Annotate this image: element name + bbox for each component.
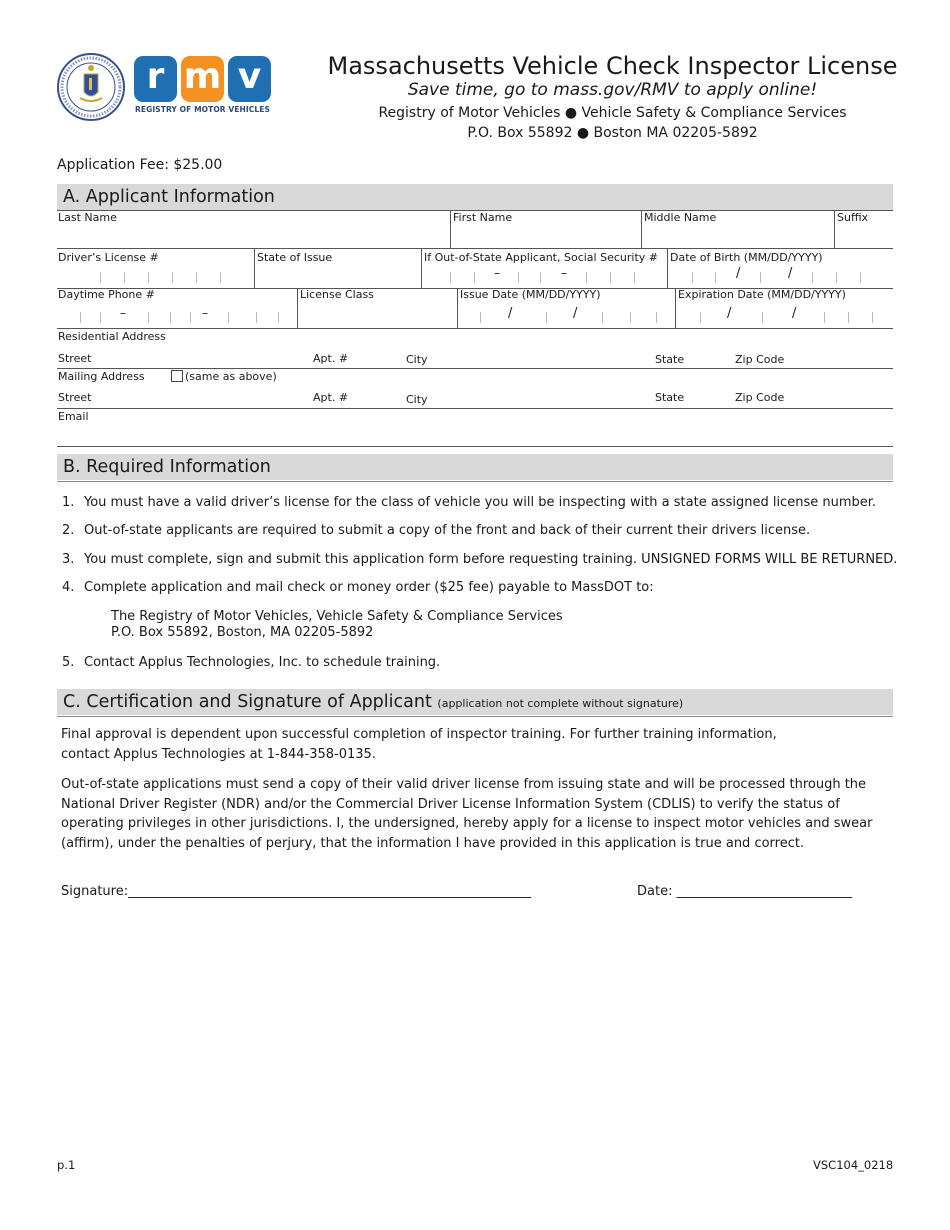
section-c-title: C. Certification and Signature of Applicant bbox=[63, 692, 432, 712]
issue-date-separator: / bbox=[573, 306, 578, 321]
dob-separator: / bbox=[736, 266, 741, 281]
phone-separator: – bbox=[202, 306, 208, 320]
section-a-header: A. Applicant Information bbox=[57, 184, 893, 210]
first-name-label: First Name bbox=[453, 211, 513, 224]
residential-street-label: Street bbox=[58, 352, 92, 365]
requirement-item bbox=[62, 580, 654, 595]
ssn-label: If Out-of-State Applicant, Social Security # bbox=[424, 251, 658, 264]
license-class-label: License Class bbox=[300, 288, 374, 301]
ssn-separator: – bbox=[494, 266, 500, 280]
issue-date-label: Issue Date (MM/DD/YYYY) bbox=[460, 288, 601, 301]
agency-line: Registry of Motor Vehicles ● Vehicle Safety & Compliance Services bbox=[378, 105, 847, 121]
last-name-label: Last Name bbox=[58, 211, 117, 224]
requirement-number: 3. bbox=[62, 552, 75, 567]
residential-city-label: City bbox=[406, 353, 428, 366]
mailing-state-label: State bbox=[655, 391, 685, 404]
residential-zip-label: Zip Code bbox=[735, 353, 785, 366]
drivers-license-label: Driver’s License # bbox=[58, 251, 159, 264]
requirement-text: Complete application and mail check or money order ($25 fee) payable to MassDOT to: bbox=[84, 580, 654, 595]
mailing-zip-label: Zip Code bbox=[735, 391, 785, 404]
residential-address-label: Residential Address bbox=[58, 330, 166, 343]
expiration-date-separator: / bbox=[792, 306, 797, 321]
same-as-above-checkbox[interactable] bbox=[171, 370, 183, 382]
mailing-apt-label: Apt. # bbox=[313, 391, 349, 404]
page-number: p.1 bbox=[57, 1158, 76, 1172]
requirement-number: 1. bbox=[62, 495, 75, 510]
certification-line: Final approval is dependent upon successful completion of inspector training. For further training information, bbox=[61, 727, 777, 742]
section-c-note: (application not complete without signature) bbox=[437, 697, 684, 710]
phone-separator: – bbox=[120, 306, 126, 320]
expiration-date-separator: / bbox=[727, 306, 732, 321]
ssn-separator: – bbox=[561, 266, 567, 280]
requirement-number: 5. bbox=[62, 655, 75, 670]
mailing-city-label: City bbox=[406, 393, 428, 406]
mailing-street-label: Street bbox=[58, 391, 92, 404]
requirement-text: Out-of-state applicants are required to submit a copy of the front and back of their current their drivers license. bbox=[84, 523, 811, 538]
signature-line[interactable]: Signature:______________________________________________________________ bbox=[61, 884, 532, 899]
requirement-item bbox=[62, 655, 440, 670]
certification-paragraph-2: Out-of-state applications must send a copy of their valid driver license from issuing state and will be processed through the National Driver Register (NDR) and/or the Commercial Driver License Information System (CDLIS) to verify the status of operating privileges in other jurisdictions. I, the undersigned, hereby apply for a license to inspect motor vehicles and swear (affirm), under the penalties of perjury, that the information I have provided in this application is true and correct. bbox=[61, 777, 873, 851]
requirement-item bbox=[62, 552, 897, 567]
daytime-phone-label: Daytime Phone # bbox=[58, 288, 155, 301]
requirement-number: 2. bbox=[62, 523, 75, 538]
state-of-issue-label: State of Issue bbox=[257, 251, 333, 264]
dob-separator: / bbox=[788, 266, 793, 281]
rmv-logo bbox=[134, 56, 274, 120]
expiration-date-label: Expiration Date (MM/DD/YYYY) bbox=[678, 288, 846, 301]
section-c-header bbox=[57, 689, 893, 715]
requirement-number: 4. bbox=[62, 580, 75, 595]
mailing-address-label: Mailing Address bbox=[58, 370, 145, 383]
same-as-above-label: (same as above) bbox=[185, 370, 277, 383]
email-label: Email bbox=[58, 410, 89, 423]
requirement-text: You must complete, sign and submit this application form before requesting training. UNSIGNED FORMS WILL BE RETURNED. bbox=[84, 552, 898, 567]
issue-date-separator: / bbox=[508, 306, 513, 321]
tagline: Save time, go to mass.gov/RMV to apply online! bbox=[407, 80, 818, 100]
residential-apt-label: Apt. # bbox=[313, 352, 349, 365]
rmv-logo-subtitle: REGISTRY OF MOTOR VEHICLES bbox=[135, 105, 270, 114]
date-line[interactable]: Date: ___________________________ bbox=[637, 884, 853, 899]
certification-line: contact Applus Technologies at 1-844-358-0135. bbox=[61, 746, 376, 762]
dob-label: Date of Birth (MM/DD/YYYY) bbox=[670, 251, 823, 264]
section-b-header: B. Required Information bbox=[57, 454, 893, 480]
mail-to-line2: P.O. Box 55892, Boston, MA 02205-5892 bbox=[111, 625, 374, 640]
form-title: Massachusetts Vehicle Check Inspector License bbox=[327, 52, 898, 80]
requirement-text: Contact Applus Technologies, Inc. to schedule training. bbox=[84, 655, 441, 670]
rmv-logo-letter: r bbox=[134, 56, 177, 102]
commonwealth-seal bbox=[56, 52, 126, 122]
middle-name-label: Middle Name bbox=[644, 211, 717, 224]
application-fee: Application Fee: $25.00 bbox=[57, 157, 223, 173]
rmv-logo-letter: m bbox=[181, 56, 224, 102]
residential-state-label: State bbox=[655, 353, 685, 366]
mail-to-line1: The Registry of Motor Vehicles, Vehicle Safety & Compliance Services bbox=[111, 609, 563, 624]
mailing-line: P.O. Box 55892 ● Boston MA 02205-5892 bbox=[467, 125, 758, 141]
certification-paragraph-1 bbox=[61, 725, 881, 764]
form-id: VSC104_0218 bbox=[813, 1158, 894, 1172]
rmv-logo-letter: v bbox=[228, 56, 271, 102]
requirement-item bbox=[62, 495, 876, 510]
requirement-item bbox=[62, 523, 810, 538]
requirement-text: You must have a valid driver’s license for the class of vehicle you will be inspecting with a state assigned license number. bbox=[84, 495, 877, 510]
suffix-label: Suffix bbox=[837, 211, 869, 224]
